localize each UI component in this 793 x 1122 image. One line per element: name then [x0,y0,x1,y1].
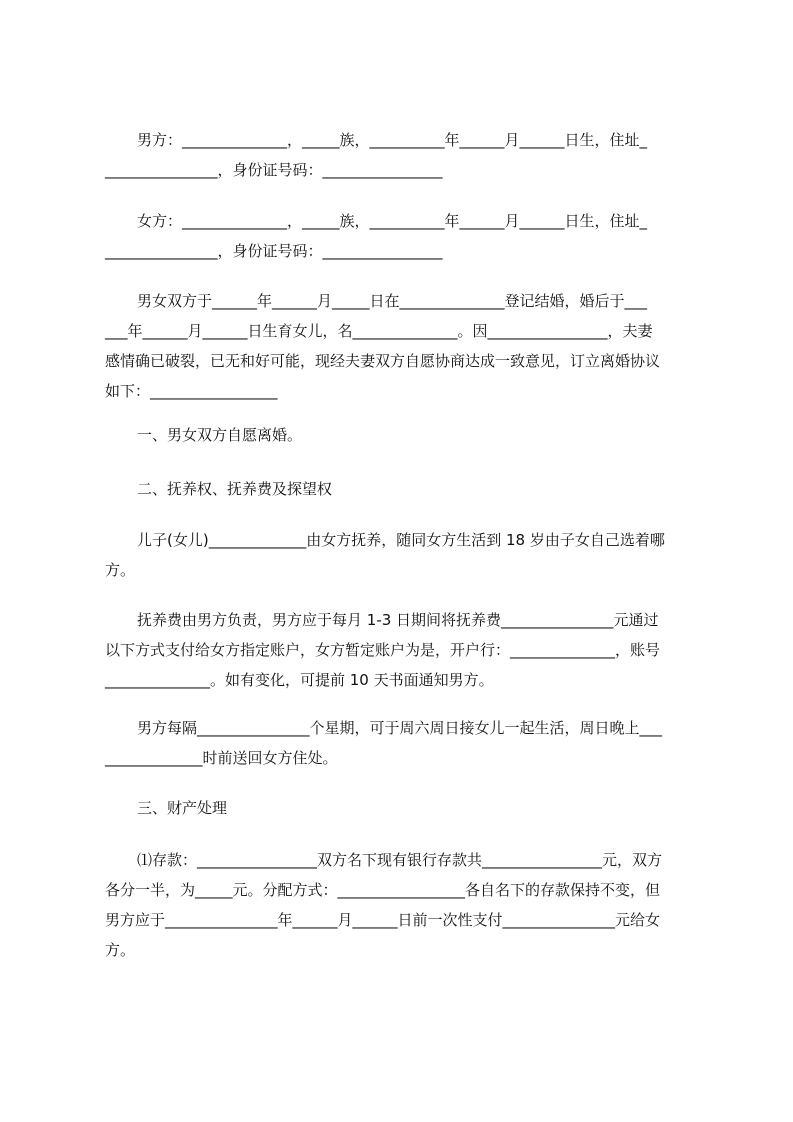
savings-line-2: 各分一半，为_____元。分配方式：_________________各自名下的存款保持不变，但 [105,881,661,899]
savings-line-4: 方。 [105,941,136,959]
woman-info-paragraph [105,206,705,266]
savings-line-1: ⑴存款：________________双方名下现有银行存款共________________元，双方 [137,851,663,869]
man-info-line-1: 男方：______________，_____族，__________年______月______日生，住址_ [137,131,648,149]
visitation-paragraph [105,713,705,773]
support-line-3: ______________。如有变化，可提前 10 天书面通知男方。 [105,671,494,689]
section-1-text: 一、男女双方自愿离婚。 [137,426,303,444]
visitation-line-2: _____________时前送回女方住处。 [105,749,338,767]
man-info-line-2: _______________，身份证号码：________________ [105,161,443,179]
intro-line-4: 如下：_________________ [105,382,278,400]
savings-paragraph [105,845,705,965]
custody-paragraph [105,525,705,585]
intro-line-1: 男女双方于______年______月_____日在______________登记结婚，婚后于___ [137,292,648,310]
support-paragraph [105,605,705,695]
intro-paragraph [105,286,705,406]
woman-info-line-2: _______________，身份证号码：________________ [105,242,443,260]
section-heading-3 [105,793,705,823]
section-heading-1 [105,420,705,450]
section-heading-2 [105,474,705,504]
man-info-paragraph [105,125,705,185]
savings-line-3: 男方应于_______________年______月______日前一次性支付_______________元给女 [105,911,661,929]
support-line-2: 以下方式支付给女方指定账户，女方暂定账户为是，开户行：______________，账号 [105,641,661,659]
custody-line-2: 方。 [105,561,136,579]
visitation-line-1: 男方每隔_______________个星期，可于周六周日接女儿一起生活，周日晚上___ [137,719,663,737]
intro-line-2: ___年______月______日生育女儿，名______________。因________________，夫妻 [105,322,653,340]
support-line-1: 抚养费由男方负责，男方应于每月 1-3 日期间将抚养费_______________元通过 [137,611,659,629]
section-3-text: 三、财产处理 [137,799,228,817]
intro-line-3: 感情确已破裂，已无和好可能，现经夫妻双方自愿协商达成一致意见，订立离婚协议 [105,352,661,370]
section-2-text: 二、抚养权、抚养费及探望权 [137,480,333,498]
custody-line-1: 儿子(女儿)_____________由女方抚养，随同女方生活到 18 岁由子女自己选着哪 [137,531,665,549]
woman-info-line-1: 女方：______________，_____族，__________年______月______日生，住址_ [137,212,648,230]
